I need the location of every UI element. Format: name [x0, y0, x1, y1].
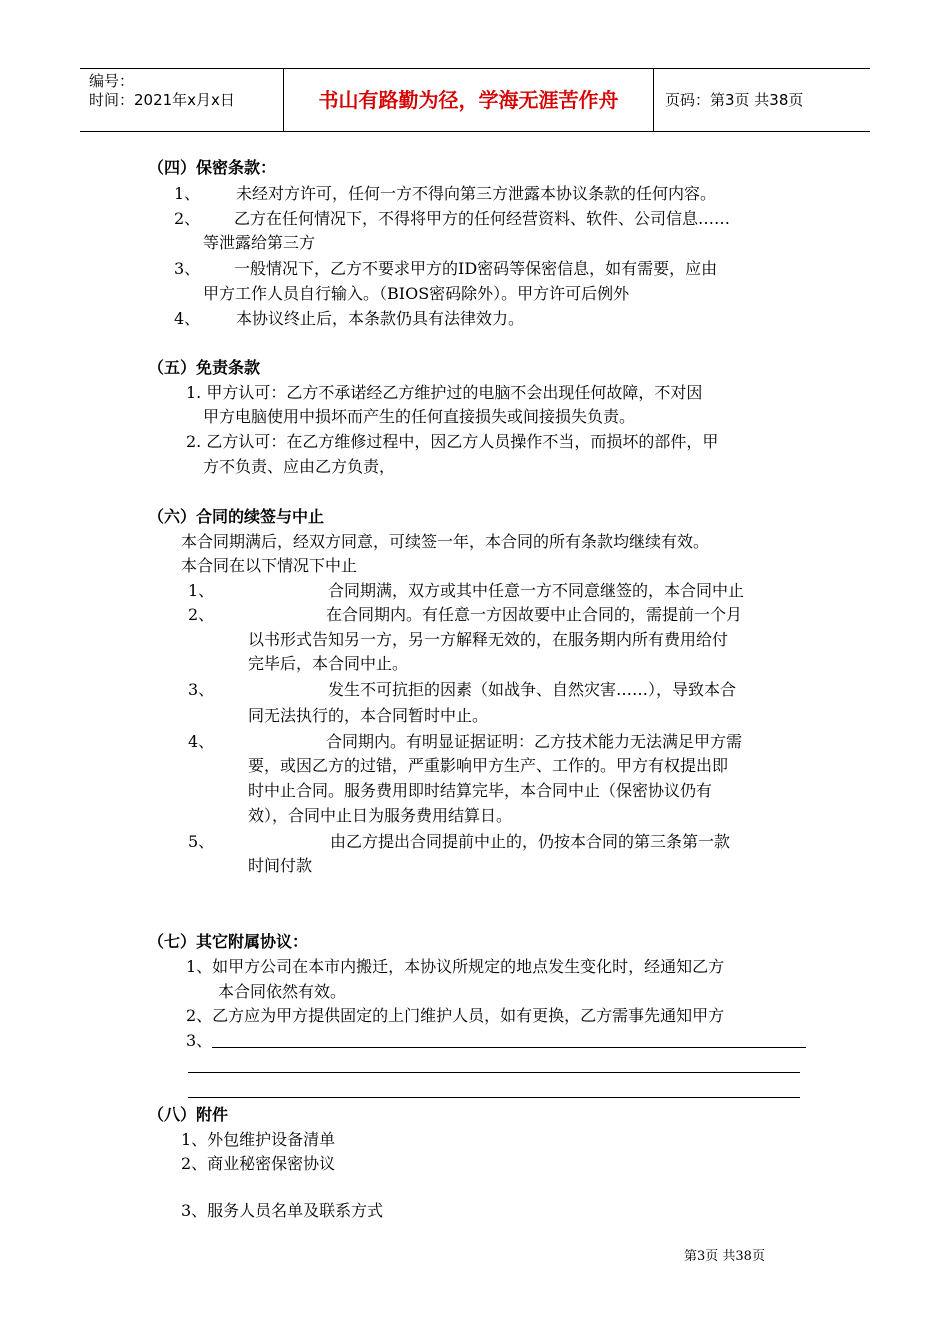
s7-item2-line1: 2、乙方应为甲方提供固定的上门维护人员，如有更换，乙方需事先通知甲方	[186, 1006, 725, 1025]
s4-item2-line2: 等泄露给第三方	[203, 233, 316, 252]
blank-line-3	[188, 1097, 800, 1098]
page-header	[80, 68, 870, 132]
header-code: 编号：	[89, 72, 135, 90]
section-7-heading: （七）其它附属协议：	[148, 932, 309, 951]
s6-intro-line1: 本合同期满后，经双方同意，可续签一年，本合同的所有条款均继续有效。	[181, 532, 710, 551]
section-4-heading: （四）保密条款：	[148, 158, 277, 177]
s6-item5-line1: 由乙方提出合同提前中止的，仍按本合同的第三条第一款	[330, 832, 731, 851]
s6-item4-line4: 效），合同中止日为服务费用结算日。	[248, 806, 513, 825]
s6-item5-num: 5、	[188, 832, 215, 851]
s4-item3-line1: 一般情况下，乙方不要求甲方的ID密码等保密信息，如有需要，应由	[234, 259, 718, 278]
s6-item4-num: 4、	[188, 732, 215, 751]
s7-item3-label: 3、	[186, 1031, 213, 1050]
s8-item3: 3、服务人员名单及联系方式	[181, 1201, 384, 1220]
s6-item4-line1: 合同期内。有明显证据证明：乙方技术能力无法满足甲方需	[326, 732, 743, 751]
s6-item2-line3: 完毕后，本合同中止。	[248, 654, 409, 673]
s4-item1-line1: 未经对方许可，任何一方不得向第三方泄露本协议条款的任何内容。	[236, 184, 717, 203]
s6-item3-line1: 发生不可抗拒的因素（如战争、自然灾害……），导致本合	[328, 680, 737, 699]
page-footer: 第3页 共38页	[684, 1249, 765, 1264]
s7-item1-line1: 1、如甲方公司在本市内搬迁，本协议所规定的地点发生变化时，经通知乙方	[186, 957, 725, 976]
s6-item5-line2: 时间付款	[248, 856, 313, 875]
s4-item4-num: 4、	[174, 309, 201, 328]
s4-item2-num: 2、	[174, 209, 201, 228]
s6-item3-num: 3、	[188, 680, 215, 699]
header-meta	[80, 69, 284, 131]
s6-item1-num: 1、	[188, 581, 215, 600]
header-motto: 书山有路勤为径，学海无涯苦作舟	[284, 69, 654, 131]
s4-item3-num: 3、	[174, 259, 201, 278]
s6-item4-line3: 时中止合同。服务费用即时结算完毕，本合同中止（保密协议仍有	[248, 781, 713, 800]
header-date: 时间：2021年x月x日	[89, 91, 235, 109]
s5-item1-line1: 1. 甲方认可：乙方不承诺经乙方维护过的电脑不会出现任何故障，不对因	[186, 383, 703, 402]
s4-item4-line1: 本协议终止后，本条款仍具有法律效力。	[236, 309, 525, 328]
s6-item2-num: 2、	[188, 605, 215, 624]
blank-line-1	[212, 1047, 806, 1048]
s7-item1-line2: 本合同依然有效。	[218, 982, 347, 1001]
blank-line-2	[188, 1072, 800, 1073]
s6-item2-line2: 以书形式告知另一方，另一方解释无效的，在服务期内所有费用给付	[248, 630, 729, 649]
s5-item2-line1: 2. 乙方认可：在乙方维修过程中，因乙方人员操作不当，而损坏的部件，甲	[186, 432, 719, 451]
s5-item1-line2: 甲方电脑使用中损坏而产生的任何直接损失或间接损失负责。	[203, 407, 636, 426]
header-page-info: 页码：第3页 共38页	[665, 91, 804, 109]
section-6-heading: （六）合同的续签与中止	[148, 507, 325, 526]
s6-item1-line1: 合同期满，双方或其中任意一方不同意继签的，本合同中止	[328, 581, 745, 600]
s4-item2-line1: 乙方在任何情况下，不得将甲方的任何经营资料、软件、公司信息……	[234, 209, 731, 228]
s6-item4-line2: 要，或因乙方的过错，严重影响甲方生产、工作的。甲方有权提出即	[248, 756, 729, 775]
s6-intro-line2: 本合同在以下情况下中止	[181, 556, 358, 575]
s6-item2-line1: 在合同期内。有任意一方因故要中止合同的，需提前一个月	[326, 605, 743, 624]
s5-item2-line2: 方不负责、应由乙方负责，	[203, 457, 396, 476]
s8-item2: 2、商业秘密保密协议	[181, 1154, 336, 1173]
s8-item1: 1、外包维护设备清单	[181, 1130, 336, 1149]
s4-item1-num: 1、	[174, 184, 201, 203]
s6-item3-line2: 同无法执行的，本合同暂时中止。	[248, 706, 489, 725]
section-8-heading: （八）附件	[148, 1105, 229, 1124]
s4-item3-line2: 甲方工作人员自行输入。（BIOS密码除外）。甲方许可后例外	[203, 284, 630, 303]
section-5-heading: （五）免责条款	[148, 358, 261, 377]
